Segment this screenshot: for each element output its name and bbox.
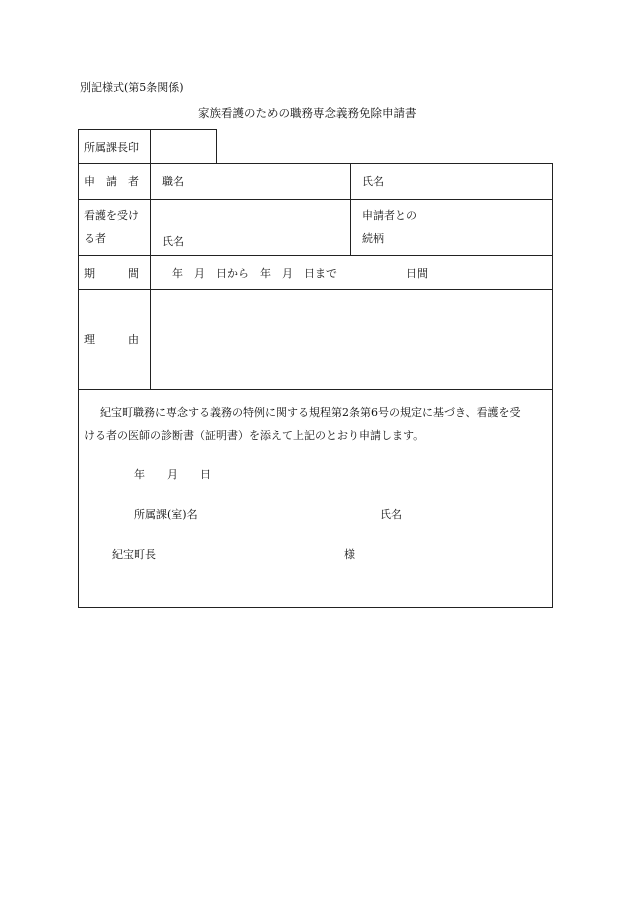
caree-label-line2: る者	[84, 232, 106, 245]
stamp-top-border	[78, 129, 217, 130]
reason-label: 理 由	[84, 333, 139, 346]
stamp-right-border	[216, 129, 217, 164]
label-column-divider	[150, 163, 151, 390]
reason-field[interactable]	[153, 292, 549, 386]
applicant-position-field[interactable]	[190, 166, 346, 196]
statement-line2: ける者の医師の診断書（証明書）を添えて上記のとおり申請します。	[84, 429, 425, 442]
name-column-divider	[350, 163, 351, 256]
caree-name-field[interactable]	[190, 203, 346, 251]
applicant-name-field[interactable]	[390, 166, 548, 196]
honorific: 様	[344, 548, 355, 561]
stamp-label: 所属課長印	[84, 141, 139, 154]
caree-label-line1: 看護を受け	[84, 209, 139, 222]
stamp-divider	[150, 129, 151, 164]
bottom-border	[78, 607, 553, 608]
dept-label: 所属課(室)名	[134, 508, 198, 521]
left-border	[78, 129, 79, 608]
applicant-position-label: 職名	[162, 175, 184, 188]
caree-name-label: 氏名	[162, 235, 184, 248]
period-label: 期 間	[84, 267, 139, 280]
relation-label-line2: 続柄	[362, 232, 384, 245]
right-border	[552, 163, 553, 608]
application-date: 年 月 日	[134, 468, 211, 481]
period-days-label: 日間	[406, 267, 428, 280]
document-title: 家族看護のための職務専念義務免除申請書	[198, 106, 417, 120]
signer-name-label: 氏名	[380, 508, 402, 521]
period-text: 年 月 日から 年 月 日まで	[172, 267, 337, 280]
period-field[interactable]	[152, 258, 550, 286]
relation-field[interactable]	[420, 203, 548, 251]
form-label: 別記様式(第5条関係)	[80, 81, 184, 94]
relation-label-line1: 申請者との	[362, 209, 417, 222]
addressee: 紀宝町長	[112, 548, 156, 561]
applicant-name-label: 氏名	[362, 175, 384, 188]
statement-line1: 紀宝町職務に専念する義務の特例に関する規程第2条第6号の規定に基づき、看護を受	[100, 406, 521, 419]
applicant-label: 申 請 者	[84, 175, 139, 188]
stamp-box[interactable]	[152, 131, 215, 162]
